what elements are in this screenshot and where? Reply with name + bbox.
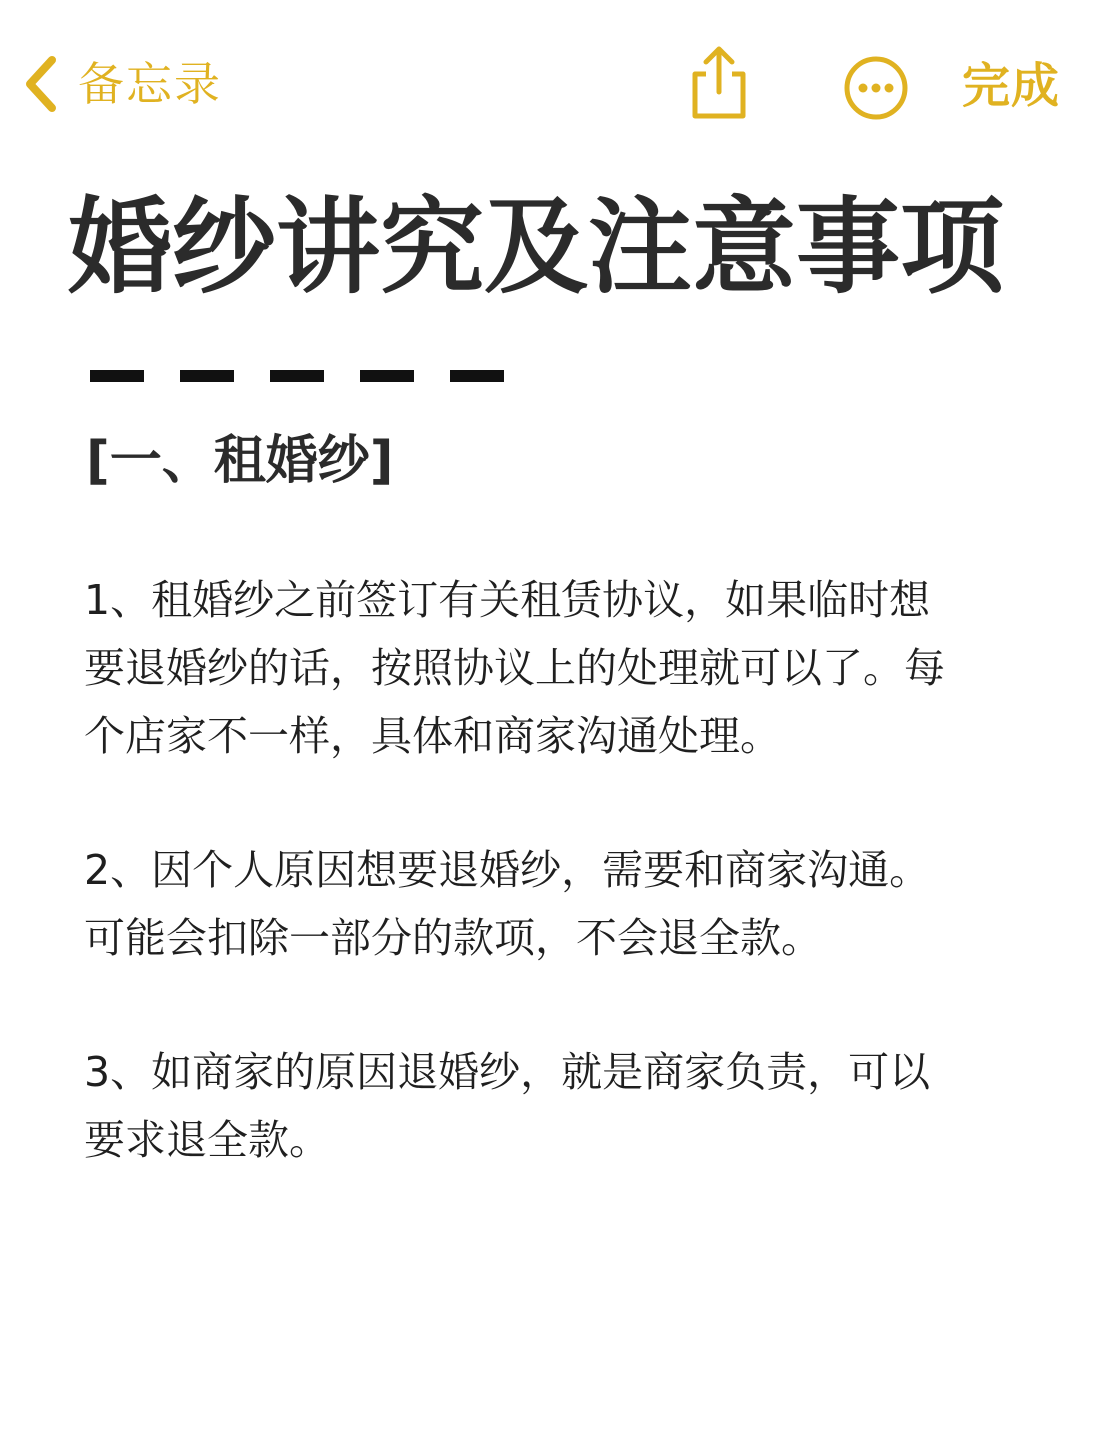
paragraph-line: 可能会扣除一部分的款项，不会退全款。 xyxy=(84,914,822,962)
divider-dash xyxy=(360,370,414,382)
done-button[interactable]: 完成 xyxy=(962,58,1061,114)
back-button-label: 备忘录 xyxy=(78,57,222,111)
back-button[interactable] xyxy=(20,52,222,116)
note-title: 婚纱讲究及注意事项 xyxy=(68,186,1005,308)
more-icon xyxy=(842,54,910,122)
section-heading: [一、租婚纱] xyxy=(86,431,394,491)
paragraph-line: 个店家不一样，具体和商家沟通处理。 xyxy=(84,712,781,760)
paragraph-line: 3、如商家的原因退婚纱，就是商家负责，可以 xyxy=(84,1048,931,1096)
divider-dash xyxy=(450,370,504,382)
dashed-divider xyxy=(90,370,540,382)
note-paragraph-1 xyxy=(84,566,1014,770)
paragraph-line: 要退婚纱的话，按照协议上的处理就可以了。每 xyxy=(84,644,945,692)
paragraph-line: 1、租婚纱之前签订有关租赁协议，如果临时想 xyxy=(84,576,931,624)
paragraph-line: 2、因个人原因想要退婚纱，需要和商家沟通。 xyxy=(84,846,931,894)
share-icon xyxy=(686,40,752,124)
more-options-button[interactable] xyxy=(842,54,910,122)
navigation-bar xyxy=(0,0,1104,170)
divider-dash xyxy=(180,370,234,382)
share-button[interactable] xyxy=(686,40,752,124)
divider-dash xyxy=(90,370,144,382)
note-paragraph-3 xyxy=(84,1038,1014,1174)
note-paragraph-2 xyxy=(84,836,1014,972)
paragraph-line: 要求退全款。 xyxy=(84,1116,330,1164)
divider-dash xyxy=(270,370,324,382)
chevron-left-icon xyxy=(20,54,60,114)
